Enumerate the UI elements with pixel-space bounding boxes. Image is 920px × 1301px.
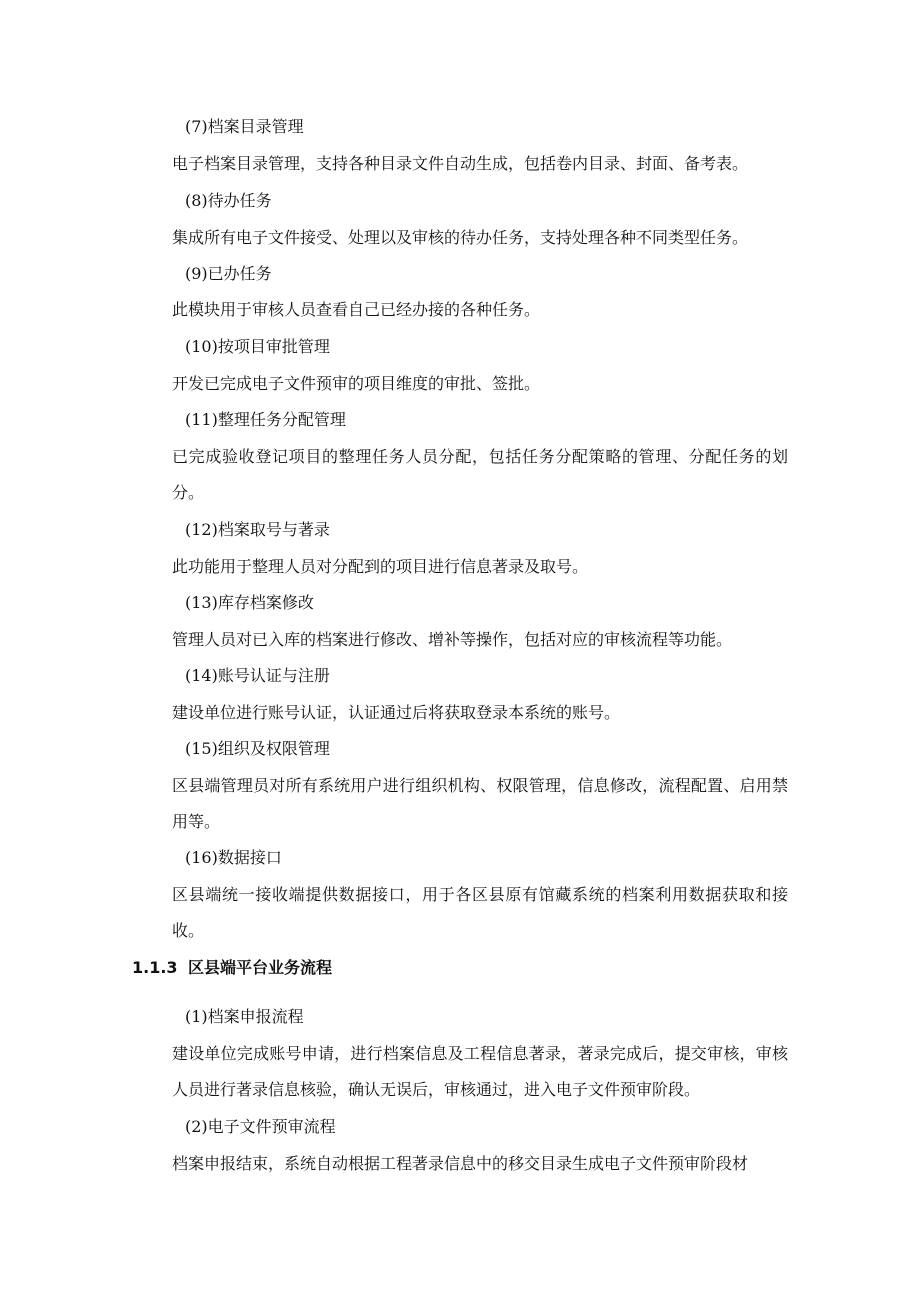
flow-1-heading: (1)档案申报流程 bbox=[185, 1007, 304, 1026]
item-16-body: 区县端统一接收端提供数据接口，用于各区县原有馆藏系统的档案利用数据获取和接收。 bbox=[172, 885, 788, 940]
item-9-body: 此模块用于审核人员查看自己已经办接的各种任务。 bbox=[172, 300, 541, 319]
item-8-heading: (8)待办任务 bbox=[185, 191, 272, 210]
item-14-body: 建设单位进行账号认证，认证通过后将获取登录本系统的账号。 bbox=[172, 703, 621, 722]
item-16-heading: (16)数据接口 bbox=[185, 848, 282, 867]
item-10-body: 开发已完成电子文件预审的项目维度的审批、签批。 bbox=[172, 374, 541, 393]
section-heading bbox=[132, 958, 332, 978]
item-11-body: 已完成验收登记项目的整理任务人员分配，包括任务分配策略的管理、分配任务的划分。 bbox=[172, 447, 788, 502]
flow-2-heading: (2)电子文件预审流程 bbox=[185, 1117, 336, 1136]
item-12-body: 此功能用于整理人员对分配到的项目进行信息著录及取号。 bbox=[172, 557, 589, 576]
item-15-body: 区县端管理员对所有系统用户进行组织机构、权限管理，信息修改，流程配置、启用禁用等。 bbox=[172, 776, 788, 831]
item-11-heading: (11)整理任务分配管理 bbox=[185, 410, 346, 429]
section-number: 1.1.3 bbox=[132, 958, 178, 977]
item-15-heading: (15)组织及权限管理 bbox=[185, 739, 330, 758]
item-7-heading: (7)档案目录管理 bbox=[185, 117, 304, 136]
item-13-body: 管理人员对已入库的档案进行修改、增补等操作，包括对应的审核流程等功能。 bbox=[172, 630, 733, 649]
item-14-heading: (14)账号认证与注册 bbox=[185, 666, 330, 685]
section-title: 区县端平台业务流程 bbox=[188, 958, 333, 977]
flow-2-body: 档案申报结束，系统自动根据工程著录信息中的移交目录生成电子文件预审阶段材 bbox=[172, 1154, 749, 1173]
item-9-heading: (9)已办任务 bbox=[185, 264, 272, 283]
item-13-heading: (13)库存档案修改 bbox=[185, 593, 314, 612]
item-7-body: 电子档案目录管理，支持各种目录文件自动生成，包括卷内目录、封面、备考表。 bbox=[172, 154, 749, 173]
item-10-heading: (10)按项目审批管理 bbox=[185, 337, 330, 356]
item-8-body: 集成所有电子文件接受、处理以及审核的待办任务，支持处理各种不同类型任务。 bbox=[172, 228, 749, 247]
item-12-heading: (12)档案取号与著录 bbox=[185, 520, 330, 539]
flow-1-body: 建设单位完成账号申请，进行档案信息及工程信息著录，著录完成后，提交审核，审核人员进行著录信息核验，确认无误后，审核通过，进入电子文件预审阶段。 bbox=[172, 1044, 788, 1099]
